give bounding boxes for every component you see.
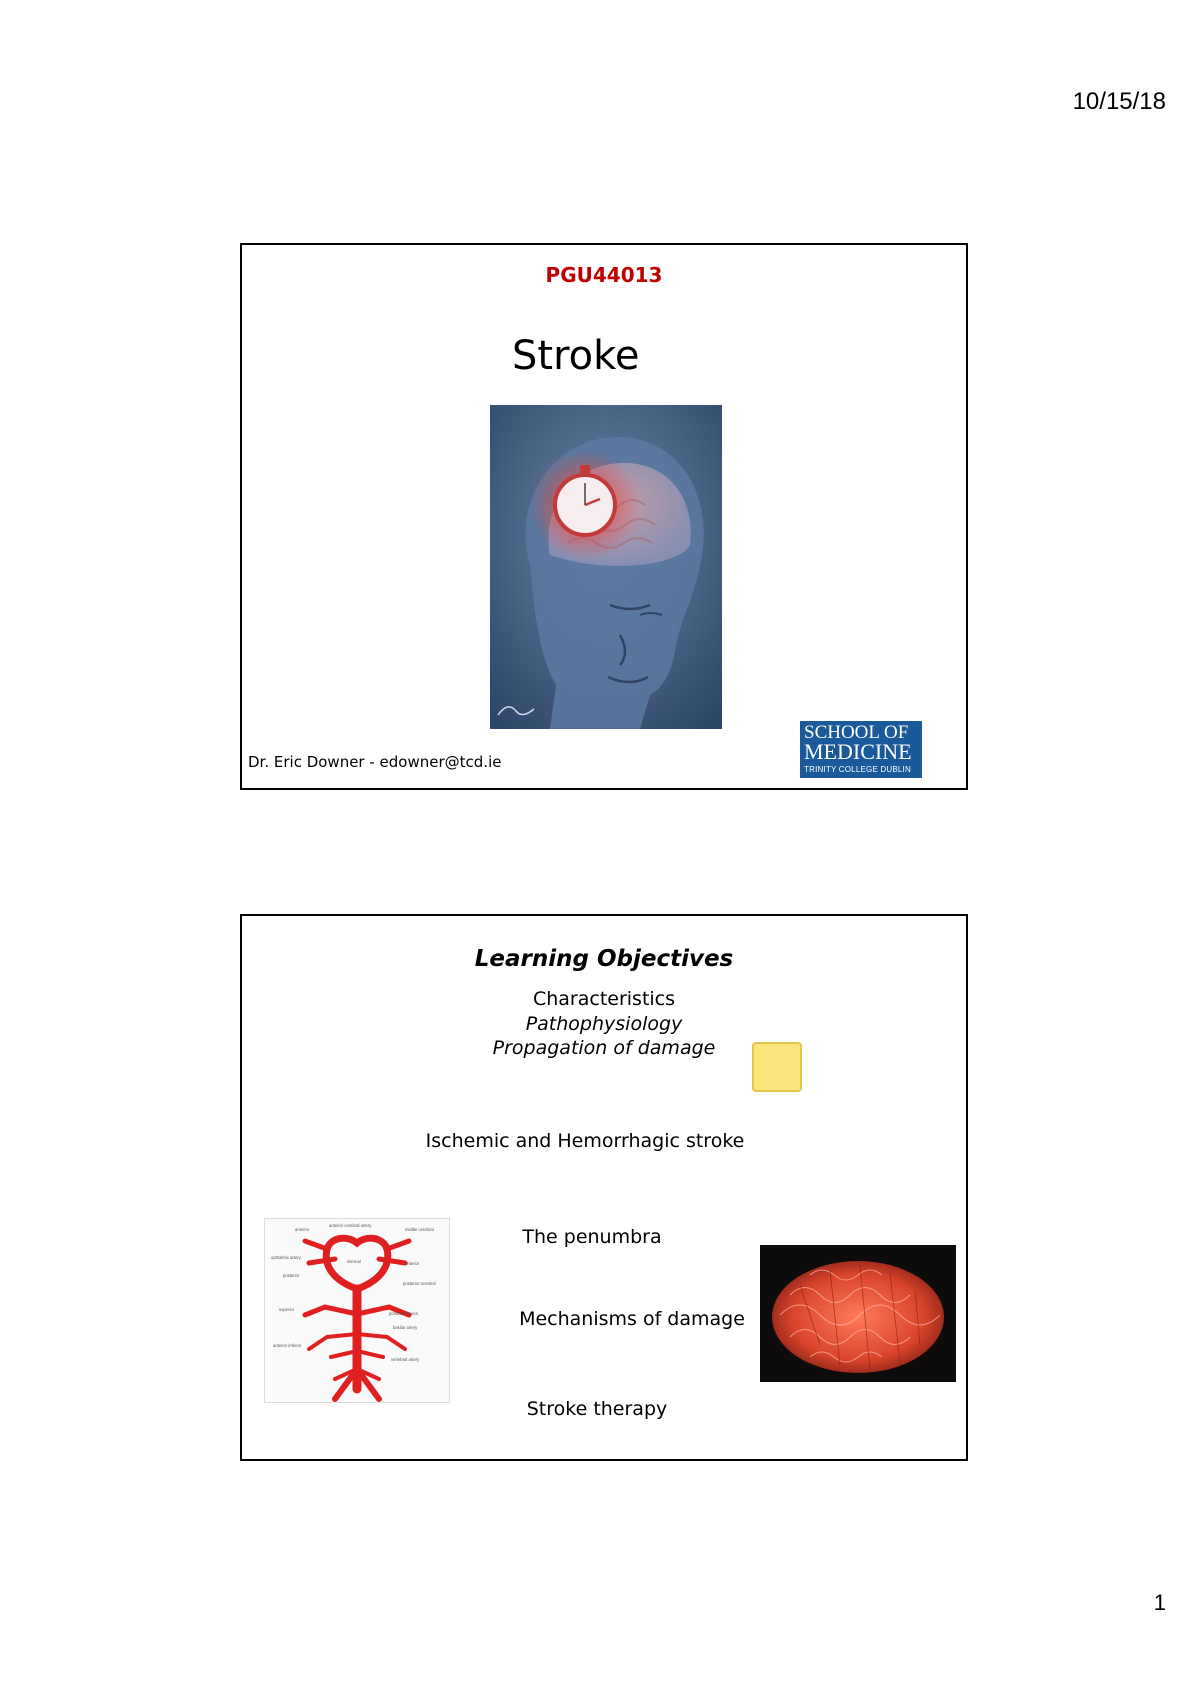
topic-mechanisms: Mechanisms of damage bbox=[519, 1308, 745, 1330]
objective-characteristics: Characteristics bbox=[532, 988, 676, 1010]
objective-propagation: Propagation of damage bbox=[492, 1037, 716, 1059]
svg-text:vertebral artery: vertebral artery bbox=[391, 1357, 420, 1362]
svg-text:middle cerebral: middle cerebral bbox=[405, 1227, 434, 1232]
slide-title bbox=[240, 243, 968, 790]
slide-title-text: Stroke bbox=[512, 333, 640, 379]
topic-therapy: Stroke therapy bbox=[526, 1398, 668, 1420]
objective-pathophysiology: Pathophysiology bbox=[525, 1013, 683, 1035]
school-of-medicine-logo bbox=[800, 721, 922, 778]
topic-penumbra: The penumbra bbox=[522, 1226, 662, 1248]
author-contact: Dr. Eric Downer - edowner@tcd.ie bbox=[248, 753, 502, 771]
svg-text:basilar artery: basilar artery bbox=[393, 1325, 418, 1330]
cerebral-arteries-diagram bbox=[264, 1218, 450, 1403]
brain-stopwatch-illustration bbox=[490, 405, 722, 729]
svg-text:opthalmic artery: opthalmic artery bbox=[271, 1255, 301, 1260]
header-date: 10/15/18 bbox=[1072, 88, 1166, 115]
svg-text:internal: internal bbox=[347, 1259, 361, 1264]
svg-text:posterior cerebral: posterior cerebral bbox=[403, 1281, 436, 1286]
course-code: PGU44013 bbox=[545, 263, 663, 287]
svg-text:superior: superior bbox=[279, 1307, 295, 1312]
page-number: 1 bbox=[1153, 1590, 1166, 1615]
logo-line3: TRINITY COLLEGE DUBLIN bbox=[804, 765, 911, 774]
svg-text:anterior: anterior bbox=[405, 1261, 420, 1266]
svg-text:pontine arteries: pontine arteries bbox=[389, 1311, 418, 1316]
vascular-cast-photo bbox=[760, 1245, 956, 1382]
svg-text:anterior: anterior bbox=[295, 1227, 310, 1232]
topic-ischemic-hemorrhagic: Ischemic and Hemorrhagic stroke bbox=[425, 1130, 745, 1152]
slide-learning-objectives bbox=[240, 914, 968, 1461]
svg-text:anterior inferior: anterior inferior bbox=[273, 1343, 302, 1348]
logo-line2: MEDICINE bbox=[804, 739, 912, 764]
logo-line1: SCHOOL OF bbox=[804, 722, 909, 743]
svg-text:posterior: posterior bbox=[283, 1273, 300, 1278]
learning-objectives-title: Learning Objectives bbox=[474, 946, 734, 972]
sticky-note-icon[interactable] bbox=[752, 1042, 802, 1092]
svg-text:anterior cerebral artery: anterior cerebral artery bbox=[329, 1223, 372, 1228]
